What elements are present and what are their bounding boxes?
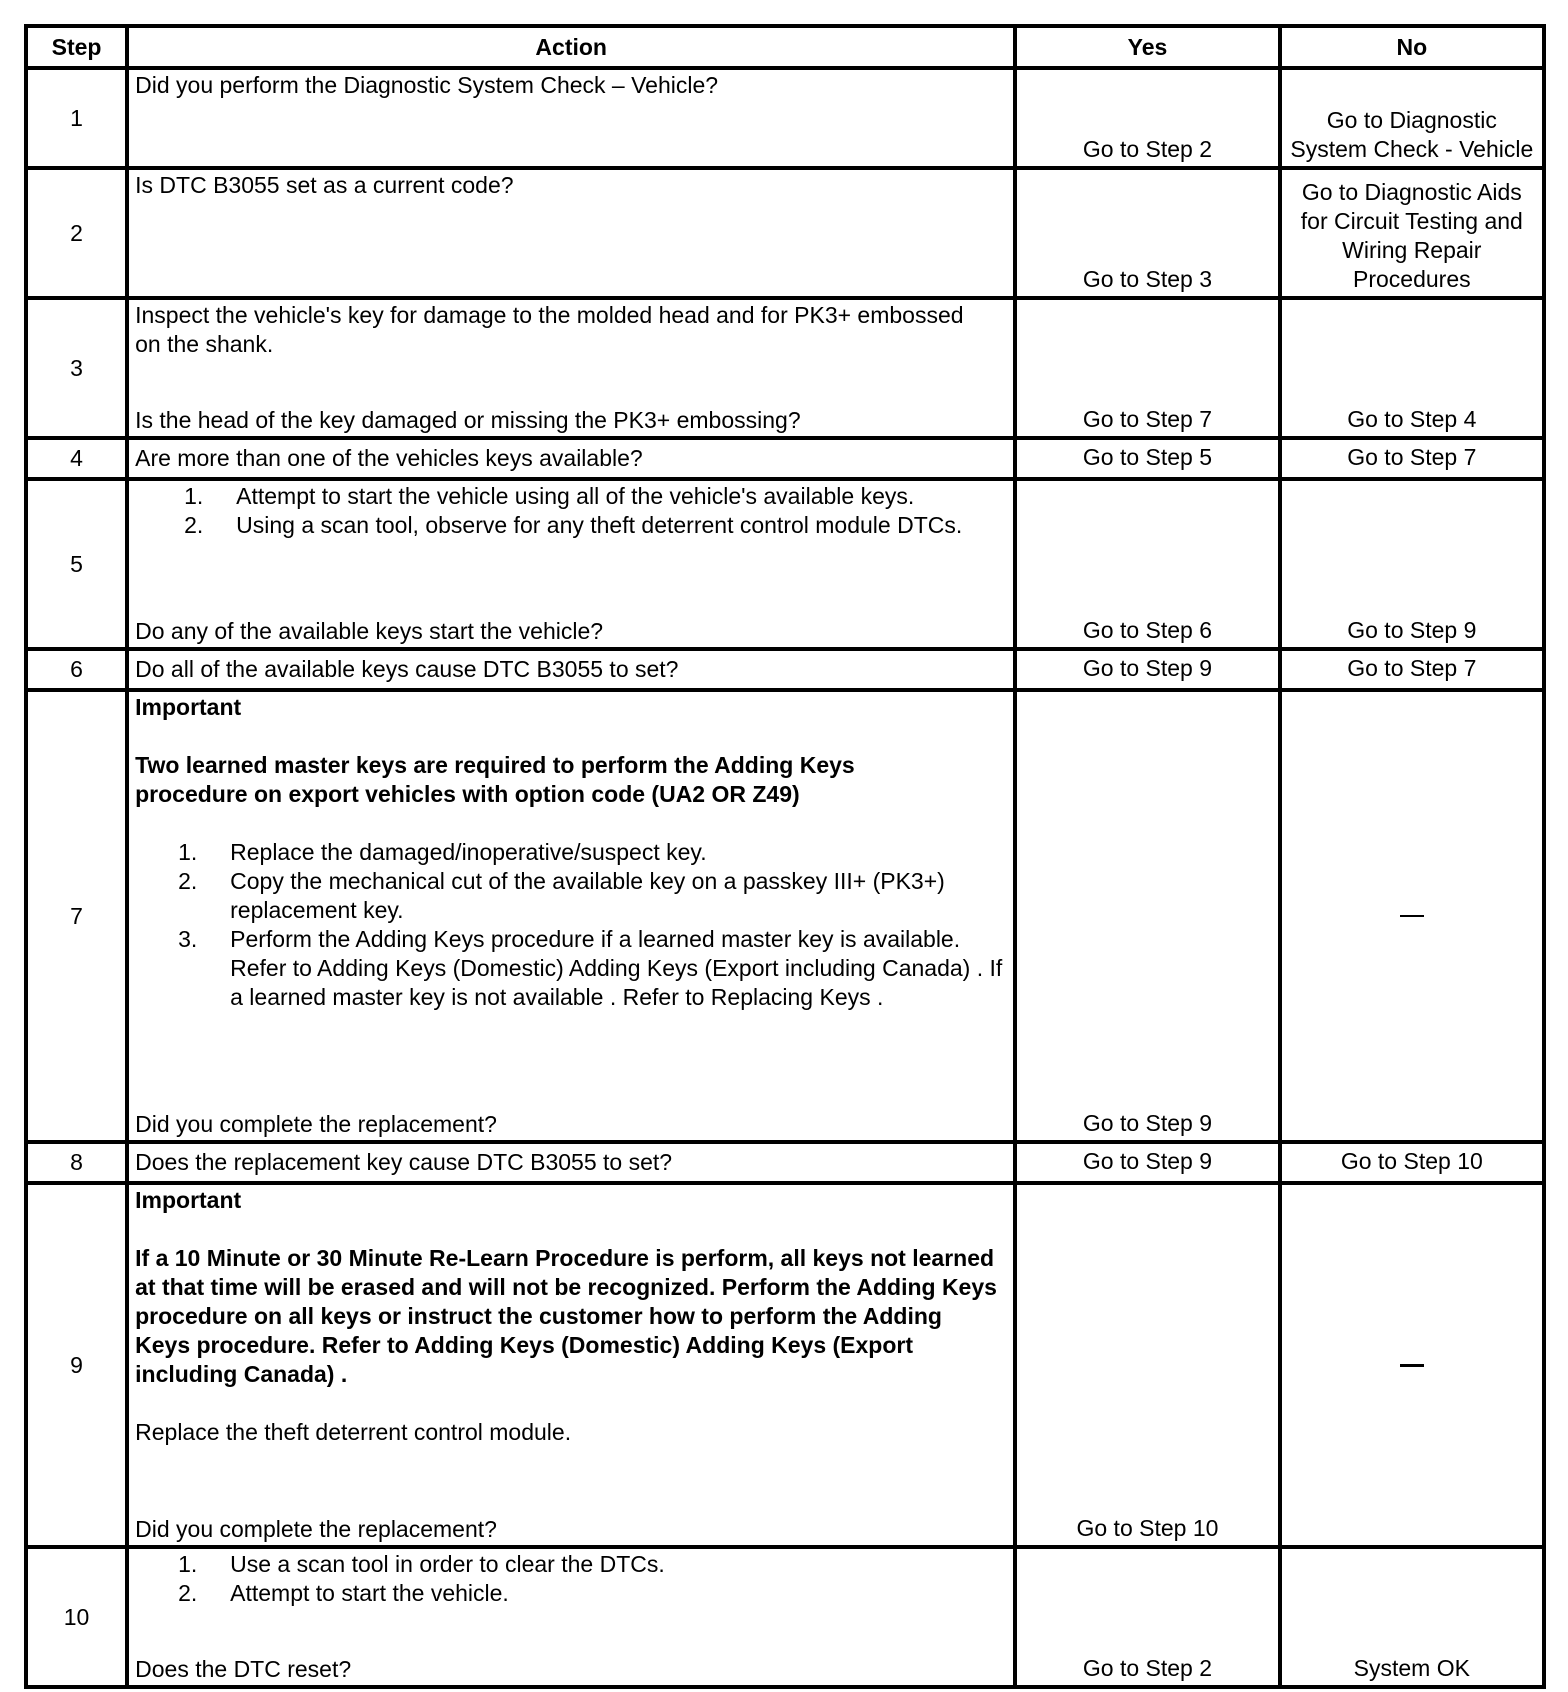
action-question: Did you perform the Diagnostic System Check – Vehicle? [135, 72, 719, 98]
yes-cell: Go to Step 3 [1015, 168, 1279, 298]
action-cell [127, 298, 1015, 438]
table-row-step-7 [26, 690, 1544, 1142]
action-question: Do any of the available keys start the vehicle? [135, 618, 604, 644]
table-row-step-10 [26, 1547, 1544, 1687]
step-number: 7 [26, 690, 127, 1142]
yes-cell: Go to Step 10 [1015, 1183, 1279, 1547]
no-cell: Go to Step 9 [1280, 479, 1544, 649]
table-row-step-1 [26, 68, 1544, 168]
step-number: 9 [26, 1183, 127, 1547]
action-list [129, 1549, 1013, 1608]
table-row-step-2 [26, 168, 1544, 298]
action-question: Do all of the available keys cause DTC B3055 to set? [135, 656, 679, 682]
yes-cell: Go to Step 5 [1015, 438, 1279, 479]
table-row-step-8 [26, 1142, 1544, 1183]
no-cell: System OK [1280, 1547, 1544, 1687]
action-cell [127, 68, 1015, 168]
yes-cell: Go to Step 2 [1015, 68, 1279, 168]
action-cell [127, 438, 1015, 479]
table-row-step-6 [26, 649, 1544, 690]
step-number: 2 [26, 168, 127, 298]
table-row-step-9 [26, 1183, 1544, 1547]
action-list [135, 481, 1013, 540]
action-cell [127, 690, 1015, 1142]
no-cell: Go to Step 7 [1280, 438, 1544, 479]
no-cell: Go to Step 10 [1280, 1142, 1544, 1183]
header-yes: Yes [1015, 26, 1279, 68]
no-value-dash [1400, 1364, 1424, 1367]
step-number: 8 [26, 1142, 127, 1183]
action-instruction: Inspect the vehicle's key for damage to the molded head and for PK3+ embossed on the shank. [135, 302, 964, 357]
step-number: 5 [26, 479, 127, 649]
header-no: No [1280, 26, 1544, 68]
list-item: 2. Attempt to start the vehicle. [178, 1580, 509, 1606]
action-question: Does the DTC reset? [135, 1656, 352, 1682]
action-question: Did you complete the replacement? [135, 1111, 497, 1137]
diagnostic-table [24, 24, 1546, 1689]
table-row-step-5 [26, 479, 1544, 649]
action-cell [127, 479, 1015, 649]
step-number: 10 [26, 1547, 127, 1687]
yes-cell: Go to Step 2 [1015, 1547, 1279, 1687]
no-cell: Go to Step 4 [1280, 298, 1544, 438]
no-cell: Go to Step 7 [1280, 649, 1544, 690]
action-cell [127, 1183, 1015, 1547]
action-question: Is the head of the key damaged or missing the PK3+ embossing? [135, 407, 801, 433]
action-question: Does the replacement key cause DTC B3055 to set? [135, 1149, 673, 1175]
yes-cell: Go to Step 6 [1015, 479, 1279, 649]
no-value-dash [1400, 915, 1424, 917]
action-cell [127, 1547, 1015, 1687]
step-number: 4 [26, 438, 127, 479]
yes-cell: Go to Step 7 [1015, 298, 1279, 438]
action-question: Is DTC B3055 set as a current code? [135, 172, 514, 198]
important-text: If a 10 Minute or 30 Minute Re-Learn Procedure is perform, all keys not learned at that time will be erased and will not be recognized. Perform the Adding Keys procedure on all keys or instruct the customer how to perform the Adding Keys procedure. Refer to Adding Keys (Domestic) Adding Keys (Export including Canada) . [135, 1245, 997, 1387]
list-item: 2. Using a scan tool, observe for any theft deterrent control module DTCs. [184, 512, 963, 538]
table-row-step-4 [26, 438, 1544, 479]
list-item: 3. Perform the Adding Keys procedure if a learned master key is available. Refer to Adding Keys (Domestic) Adding Keys (Export including Canada) . If a learned master key is not available . Refer to Replacing Keys . [178, 926, 1003, 1010]
step-number: 3 [26, 298, 127, 438]
list-item: 1. Attempt to start the vehicle using all of the vehicle's available keys. [184, 483, 915, 509]
action-cell [127, 649, 1015, 690]
important-label: Important [135, 1187, 242, 1213]
yes-cell: Go to Step 9 [1015, 690, 1279, 1142]
no-cell: Go to Diagnostic Aids for Circuit Testing and Wiring Repair Procedures [1280, 168, 1544, 298]
list-item: 1. Replace the damaged/inoperative/suspect key. [178, 839, 707, 865]
yes-cell: Go to Step 9 [1015, 1142, 1279, 1183]
action-question: Did you complete the replacement? [135, 1516, 497, 1542]
action-cell [127, 168, 1015, 298]
important-text: Two learned master keys are required to perform the Adding Keys procedure on export vehicles with option code (UA2 OR Z49) [135, 752, 855, 807]
header-step: Step [26, 26, 127, 68]
header-action: Action [127, 26, 1015, 68]
step-number: 6 [26, 649, 127, 690]
action-cell [127, 1142, 1015, 1183]
list-item: 1. Use a scan tool in order to clear the DTCs. [178, 1551, 665, 1577]
no-cell [1280, 690, 1544, 1142]
header-row [26, 26, 1544, 68]
action-question: Are more than one of the vehicles keys available? [135, 445, 643, 471]
table-row-step-3 [26, 298, 1544, 438]
no-cell: Go to Diagnostic System Check - Vehicle [1280, 68, 1544, 168]
action-instruction: Replace the theft deterrent control module. [135, 1419, 572, 1445]
no-cell [1280, 1183, 1544, 1547]
action-list [129, 838, 1013, 1012]
list-item: 2. Copy the mechanical cut of the available key on a passkey III+ (PK3+) replacement key. [178, 868, 945, 923]
step-number: 1 [26, 68, 127, 168]
yes-cell: Go to Step 9 [1015, 649, 1279, 690]
important-label: Important [135, 694, 242, 720]
